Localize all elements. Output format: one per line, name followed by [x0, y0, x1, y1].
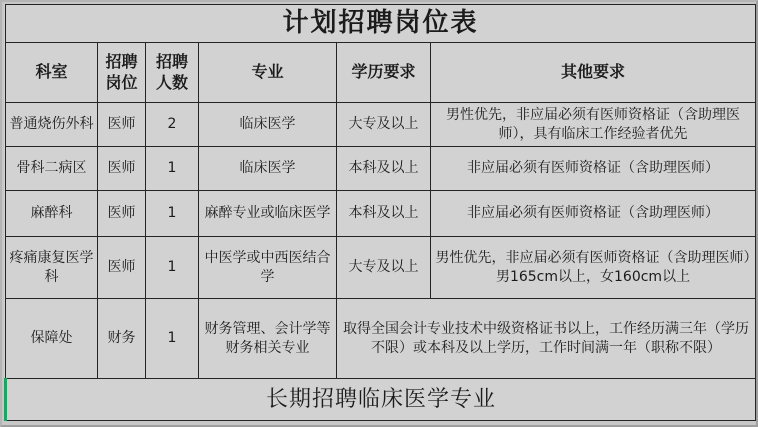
- cell-department: 骨科二病区: [6, 147, 98, 191]
- table-row: [6, 299, 756, 379]
- cell-position: 医师: [98, 191, 146, 237]
- cell-other-requirements: 男性优先，非应届必须有医师资格证（含助理医师），具有临床工作经验者优先: [431, 103, 756, 147]
- cell-major: 临床医学: [199, 103, 337, 147]
- cell-position: 财务: [98, 299, 146, 379]
- cell-major: 中医学或中西医结合学: [199, 237, 337, 299]
- cell-other-requirements: 男性优先，非应届必须有医师资格证（含助理医师）男165cm以上，女160cm以上: [431, 237, 756, 299]
- column-header-other: 其他要求: [431, 43, 756, 103]
- column-header-department: 科室: [6, 43, 98, 103]
- cell-education: 本科及以上: [337, 191, 431, 237]
- cell-education: 大专及以上: [337, 103, 431, 147]
- recruitment-table: [4, 4, 756, 421]
- cell-department: 普通烧伤外科: [6, 103, 98, 147]
- column-header-major: 专业: [199, 43, 337, 103]
- cell-position: 医师: [98, 237, 146, 299]
- table-footer-row: [6, 379, 756, 421]
- cell-merged-requirement: 取得全国会计专业技术中级资格证书以上，工作经历满三年（学历不限）或本科及以上学历，工作时间满一年（职称不限）: [337, 299, 756, 379]
- table-header-row: [6, 43, 756, 103]
- cell-department: 疼痛康复医学科: [6, 237, 98, 299]
- cell-other-requirements: 非应届必须有医师资格证（含助理医师）: [431, 147, 756, 191]
- cell-major: 临床医学: [199, 147, 337, 191]
- cell-position: 医师: [98, 103, 146, 147]
- cell-headcount: 1: [146, 299, 199, 379]
- table-row: [6, 103, 756, 147]
- column-header-position: 招聘岗位: [98, 43, 146, 103]
- table-row: [6, 191, 756, 237]
- cell-department: 麻醉科: [6, 191, 98, 237]
- table-title: 计划招聘岗位表: [6, 5, 756, 43]
- cell-major: 财务管理、会计学等财务相关专业: [199, 299, 337, 379]
- cell-education: 大专及以上: [337, 237, 431, 299]
- table-row: [6, 237, 756, 299]
- table-title-row: [6, 5, 756, 43]
- cell-position: 医师: [98, 147, 146, 191]
- cell-major: 麻醉专业或临床医学: [199, 191, 337, 237]
- cell-education: 本科及以上: [337, 147, 431, 191]
- footer-note: 长期招聘临床医学专业: [6, 379, 756, 421]
- cell-headcount: 1: [146, 147, 199, 191]
- cell-headcount: 1: [146, 191, 199, 237]
- table-row: [6, 147, 756, 191]
- cell-department: 保障处: [6, 299, 98, 379]
- column-header-education: 学历要求: [337, 43, 431, 103]
- cell-other-requirements: 非应届必须有医师资格证（含助理医师）: [431, 191, 756, 237]
- cell-headcount: 2: [146, 103, 199, 147]
- cell-headcount: 1: [146, 237, 199, 299]
- column-header-headcount: 招聘人数: [146, 43, 199, 103]
